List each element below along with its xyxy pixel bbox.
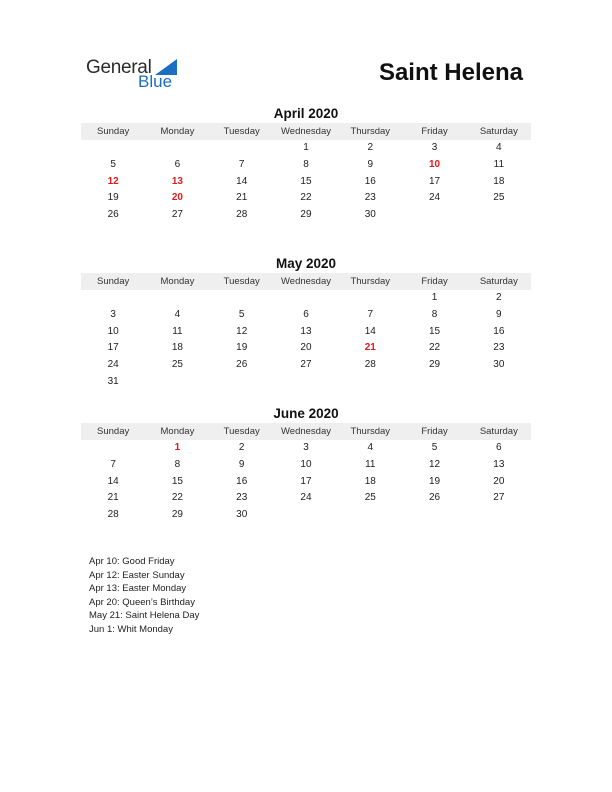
day-cell: 8 bbox=[174, 458, 181, 470]
day-cell: 5 bbox=[238, 308, 245, 320]
day-cell: 3 bbox=[303, 442, 309, 453]
day-cell: 1 bbox=[303, 142, 309, 153]
day-cell bbox=[210, 290, 274, 307]
day-cell: 13 bbox=[300, 325, 312, 337]
day-cell: 7 bbox=[367, 308, 374, 320]
day-cell bbox=[338, 290, 402, 307]
day-cell: 14 bbox=[236, 175, 248, 187]
holiday-list bbox=[89, 555, 199, 637]
week-row bbox=[81, 324, 531, 341]
country-title: Saint Helena bbox=[378, 59, 523, 86]
week-row bbox=[81, 507, 531, 524]
week-row bbox=[81, 157, 531, 174]
day-cell: 19 bbox=[236, 342, 248, 354]
day-cell: 24 bbox=[300, 492, 312, 504]
day-cell bbox=[145, 374, 209, 391]
day-cell: 11 bbox=[365, 458, 376, 470]
day-cell: 23 bbox=[236, 492, 248, 504]
day-cell: 1 bbox=[431, 292, 438, 303]
day-cell: 17 bbox=[300, 475, 312, 487]
weekday-header-row bbox=[81, 123, 531, 140]
month-calendar bbox=[81, 256, 531, 391]
week-row bbox=[81, 290, 531, 307]
week-row bbox=[81, 307, 531, 324]
day-cell: 17 bbox=[107, 342, 119, 354]
weekday-header: Sunday bbox=[97, 426, 130, 437]
day-cell: 22 bbox=[171, 492, 183, 504]
day-cell: 15 bbox=[428, 325, 441, 337]
day-cell bbox=[338, 374, 402, 391]
day-cell: 23 bbox=[364, 192, 376, 204]
day-cell: 26 bbox=[236, 359, 248, 371]
day-cell: 29 bbox=[300, 209, 312, 221]
day-cell: 13 bbox=[493, 458, 505, 470]
day-cell: 22 bbox=[300, 192, 312, 204]
day-cell: 21 bbox=[236, 192, 248, 204]
weekday-header: Monday bbox=[160, 126, 195, 137]
day-cell: 15 bbox=[300, 175, 312, 187]
weekday-header: Saturday bbox=[479, 126, 518, 137]
day-cell: 9 bbox=[238, 458, 245, 470]
weekday-header-row bbox=[81, 273, 531, 290]
weekday-header: Thursday bbox=[350, 126, 391, 137]
weekday-header: Friday bbox=[421, 426, 448, 437]
day-cell: 18 bbox=[171, 342, 183, 354]
day-cell bbox=[81, 140, 145, 157]
day-cell: 18 bbox=[364, 475, 376, 487]
day-cell: 30 bbox=[364, 209, 376, 221]
day-cell: 7 bbox=[238, 158, 245, 170]
day-cell bbox=[274, 290, 338, 307]
month-title: June 2020 bbox=[273, 406, 339, 421]
week-row bbox=[81, 490, 531, 507]
weekday-header: Friday bbox=[421, 126, 448, 137]
day-cell bbox=[402, 507, 466, 524]
day-cell bbox=[145, 140, 209, 157]
weekday-header: Tuesday bbox=[223, 426, 260, 437]
weekday-header: Wednesday bbox=[280, 276, 331, 287]
day-cell: 8 bbox=[303, 158, 309, 170]
month-calendar bbox=[81, 106, 531, 224]
day-cell: 14 bbox=[107, 475, 119, 487]
weekday-header: Monday bbox=[160, 426, 195, 437]
holiday-note: Apr 10: Good Friday bbox=[89, 556, 175, 567]
day-cell bbox=[145, 290, 209, 307]
day-cell: 23 bbox=[493, 342, 505, 354]
day-cell: 28 bbox=[364, 359, 376, 371]
day-cell: 27 bbox=[171, 209, 183, 221]
week-row bbox=[81, 440, 531, 457]
day-cell: 24 bbox=[107, 359, 119, 371]
week-row bbox=[81, 190, 531, 207]
day-cell: 27 bbox=[493, 492, 505, 504]
holiday-day-cell: 12 bbox=[107, 175, 119, 187]
day-cell bbox=[338, 507, 402, 524]
holiday-note: Jun 1: Whit Monday bbox=[89, 623, 173, 635]
holiday-note: Apr 13: Easter Monday bbox=[89, 583, 187, 595]
day-cell: 2 bbox=[238, 442, 245, 453]
day-cell: 5 bbox=[110, 158, 116, 170]
day-cell: 8 bbox=[431, 308, 438, 320]
day-cell bbox=[402, 207, 466, 224]
day-cell: 21 bbox=[107, 492, 119, 504]
day-cell: 11 bbox=[493, 158, 505, 170]
week-row bbox=[81, 207, 531, 224]
weekday-header: Saturday bbox=[479, 276, 518, 287]
day-cell: 30 bbox=[236, 509, 248, 521]
month-title: May 2020 bbox=[275, 256, 337, 271]
day-cell: 2 bbox=[367, 142, 374, 153]
weekday-header: Thursday bbox=[350, 276, 391, 287]
day-cell: 9 bbox=[496, 308, 502, 320]
logo-general-text: General bbox=[86, 57, 152, 78]
generalblue-logo bbox=[86, 55, 196, 95]
day-cell: 6 bbox=[303, 308, 309, 320]
week-row bbox=[81, 140, 531, 157]
day-cell bbox=[210, 374, 274, 391]
day-cell: 7 bbox=[110, 458, 116, 470]
day-cell: 20 bbox=[493, 475, 505, 487]
day-cell: 29 bbox=[428, 359, 441, 371]
month-calendar bbox=[81, 406, 531, 524]
day-cell: 14 bbox=[364, 325, 376, 337]
day-cell: 27 bbox=[300, 359, 312, 371]
day-cell: 20 bbox=[300, 342, 312, 354]
day-cell: 29 bbox=[171, 509, 183, 521]
day-cell: 17 bbox=[428, 175, 441, 187]
day-cell: 10 bbox=[107, 325, 119, 337]
day-cell: 12 bbox=[236, 325, 248, 337]
weekday-header: Friday bbox=[421, 276, 448, 287]
weekday-header: Sunday bbox=[97, 126, 130, 137]
day-cell: 16 bbox=[236, 475, 248, 487]
day-cell: 4 bbox=[367, 442, 374, 453]
day-cell: 26 bbox=[107, 209, 119, 221]
day-cell bbox=[274, 374, 338, 391]
day-cell: 25 bbox=[364, 492, 376, 504]
day-cell: 9 bbox=[367, 158, 374, 170]
day-cell: 31 bbox=[107, 375, 119, 387]
day-cell: 16 bbox=[493, 325, 505, 337]
week-row bbox=[81, 340, 531, 357]
day-cell: 25 bbox=[171, 359, 183, 371]
weekday-header: Sunday bbox=[97, 276, 130, 287]
day-cell bbox=[274, 507, 338, 524]
holiday-day-cell: 10 bbox=[428, 158, 441, 170]
day-cell: 6 bbox=[174, 158, 181, 170]
week-row bbox=[81, 457, 531, 474]
weekday-header: Wednesday bbox=[280, 126, 331, 137]
holiday-note: Apr 12: Easter Sunday bbox=[89, 569, 185, 581]
weekday-header: Tuesday bbox=[223, 276, 260, 287]
day-cell: 12 bbox=[428, 458, 441, 470]
day-cell: 3 bbox=[110, 308, 116, 320]
day-cell: 4 bbox=[496, 142, 502, 153]
day-cell: 22 bbox=[428, 342, 441, 354]
day-cell: 6 bbox=[496, 442, 502, 453]
day-cell bbox=[467, 207, 531, 224]
day-cell: 10 bbox=[300, 458, 312, 470]
week-row bbox=[81, 374, 531, 391]
day-cell bbox=[81, 290, 145, 307]
day-cell: 2 bbox=[496, 292, 502, 303]
day-cell: 28 bbox=[107, 509, 119, 521]
week-row bbox=[81, 174, 531, 191]
week-row bbox=[81, 474, 531, 491]
weekday-header: Tuesday bbox=[223, 126, 260, 137]
month-title: April 2020 bbox=[273, 106, 339, 121]
day-cell: 28 bbox=[236, 209, 248, 221]
day-cell bbox=[210, 140, 274, 157]
day-cell: 19 bbox=[428, 475, 441, 487]
weekday-header: Thursday bbox=[350, 426, 391, 437]
day-cell: 3 bbox=[431, 142, 438, 153]
day-cell: 16 bbox=[364, 175, 376, 187]
logo-blue-text: Blue bbox=[138, 72, 173, 91]
weekday-header: Wednesday bbox=[280, 426, 331, 437]
day-cell: 5 bbox=[431, 442, 438, 453]
holiday-note: May 21: Saint Helena Day bbox=[89, 610, 200, 622]
day-cell: 19 bbox=[107, 192, 119, 204]
weekday-header: Monday bbox=[160, 276, 195, 287]
weekday-header: Saturday bbox=[479, 426, 518, 437]
week-row bbox=[81, 357, 531, 374]
day-cell: 25 bbox=[493, 192, 505, 204]
day-cell: 15 bbox=[171, 475, 183, 487]
day-cell: 11 bbox=[172, 325, 183, 337]
day-cell: 24 bbox=[428, 192, 441, 204]
holiday-day-cell: 21 bbox=[364, 342, 376, 354]
weekday-header-row bbox=[81, 423, 531, 440]
holiday-day-cell: 1 bbox=[174, 442, 181, 453]
holiday-note: Apr 20: Queen’s Birthday bbox=[89, 596, 195, 608]
day-cell: 26 bbox=[428, 492, 441, 504]
day-cell: 18 bbox=[493, 175, 505, 187]
holiday-day-cell: 13 bbox=[171, 175, 183, 187]
day-cell: 30 bbox=[493, 359, 505, 371]
day-cell: 4 bbox=[174, 308, 181, 320]
day-cell bbox=[467, 374, 531, 391]
day-cell bbox=[402, 374, 466, 391]
day-cell bbox=[81, 440, 145, 457]
day-cell bbox=[467, 507, 531, 524]
holiday-day-cell: 20 bbox=[171, 192, 183, 204]
